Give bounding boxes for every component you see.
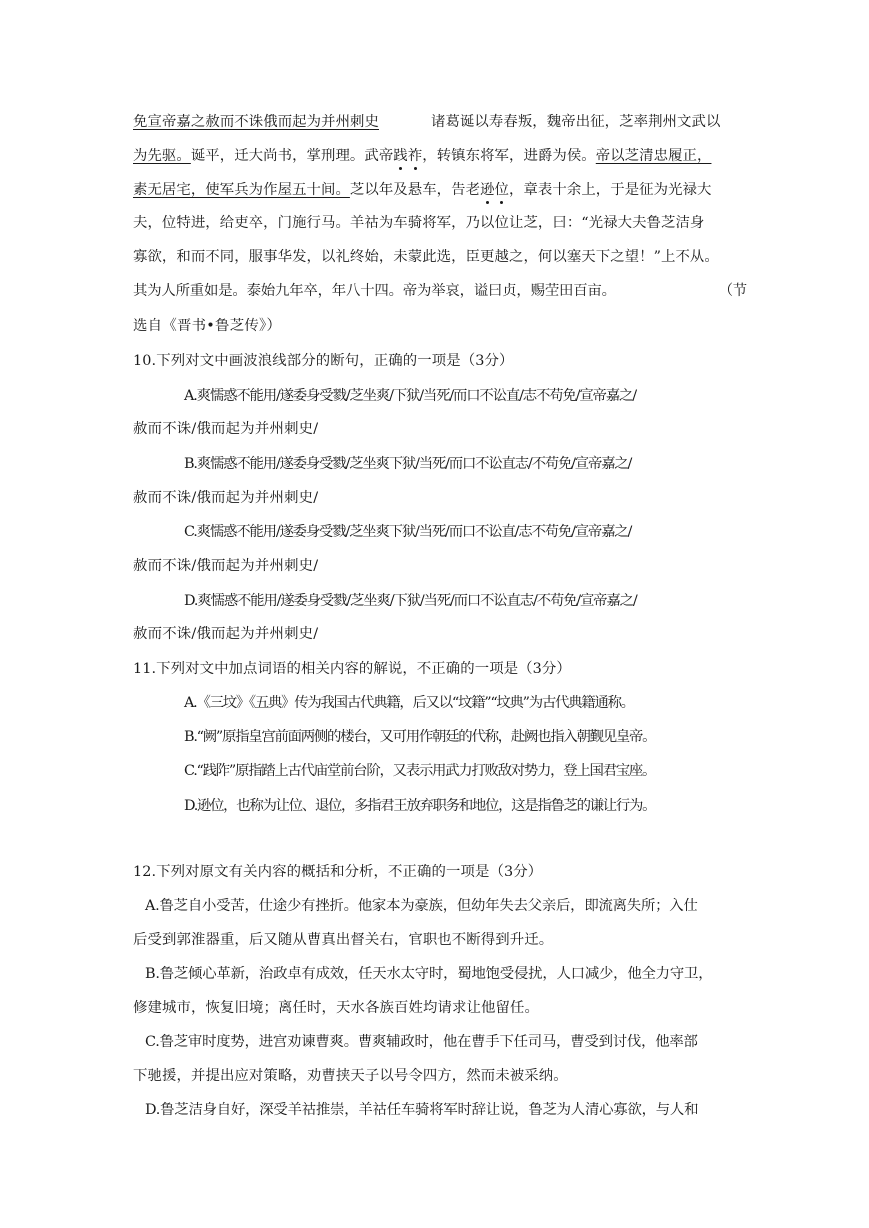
passage-text: ，章表十余上，于是征为光禄大 [509,182,712,198]
q10-option-a-cont: 赦而不诛/俄而起为并州刺史/ [133,421,319,437]
passage-line-2 [133,146,737,166]
source-note-open: （节 [718,283,747,299]
q12-option-b-cont: 修建城市，恢复旧境；离任时，天水各族百姓均请求让他留任。 [133,1000,540,1016]
passage-line-3 [133,180,737,200]
dotted-char: 逊 [480,182,495,198]
q10-option-b-cont: 赦而不诛/俄而起为并州刺史/ [133,490,319,506]
passage-line-1 [133,112,737,132]
q12-option-a-cont: 后受到郭淮器重，后又随从曹真出督关右，官职也不断得到升迁。 [133,932,554,948]
passage-line-4: 夫，位特进，给吏卒，门施行马。羊祜为车骑将军，乃以位让芝，曰：“光禄大夫鲁芝洁身 [133,215,705,231]
passage-text: 诞平，迁大尚书，掌刑理。武帝 [190,148,394,164]
q10-option-d: D.爽懦惑不能用/遂委身受戮/芝坐爽/下狱/当死/而口不讼直志/不苟免/宣帝嘉之/ [184,593,637,609]
passage-line-6 [133,281,747,301]
passage-line-5: 寡欲，和而不同，服事华发，以礼终始，未蒙此选，臣更越之，何以塞天下之望！”上不从。 [133,249,719,265]
wavy-underlined-sentence: 免宣帝嘉之赦而不诛俄而起为并州刺史 [133,114,380,130]
q11-option-b: B.“阙”原指皇宫前面两侧的楼台，又可用作朝廷的代称，赴阙也指入朝觐见皇帝。 [184,729,656,745]
q12-option-b: B.鲁芝倾心革新，治政卓有成效，任天水太守时，蜀地饱受侵扰，人口减少，他全力守卫， [145,966,713,982]
q11-option-c: C.“践阼”原指踏上古代庙堂前台阶，又表示用武力打败敌对势力，登上国君宝座。 [184,763,656,779]
underlined-sentence: 素无居宅，使军兵为作屋五十间。 [133,182,350,198]
dotted-char: 祚 [407,148,423,164]
q10-stem: 10.下列对文中画波浪线部分的断句，正确的一项是（3分） [133,353,514,369]
passage-text: 芝以年及悬车，告老 [349,182,481,198]
q12-option-a: A.鲁芝自小受苦，仕途少有挫折。他家本为豪族，但幼年失去父亲后，即流离失所；入仕 [145,898,698,914]
passage-text: 诸葛诞以寿春叛，魏帝出征，芝率荆州文武以 [431,114,721,130]
dotted-char: 践 [393,148,408,164]
dotted-char: 位 [494,182,510,198]
q11-option-a: A.《三坟》《五典》传为我国古代典籍，后又以“坟籍”“坟典”为古代典籍通称。 [184,695,634,711]
passage-text: ，转镇东将军，进爵为侯。 [422,148,596,164]
q12-option-d: D.鲁芝洁身自好，深受羊祜推崇，羊祜任车骑将军时辞让说，鲁芝为人清心寡欲，与人和 [145,1102,699,1118]
q12-option-c-cont: 下驰援，并提出应对策略，劝曹挟天子以号令四方，然而未被采纳。 [133,1068,568,1084]
q10-option-c: C.爽懦惑不能用/遂委身受戮/芝坐爽下狱/当死/而口不讼直/志不苟免/宣帝嘉之/ [184,524,632,540]
passage-source: 选自《晋书•鲁芝传》） [133,318,282,334]
q11-option-d: D.逊位，也称为让位、退位，多指君王放弃职务和地位，这是指鲁芝的谦让行为。 [184,798,656,814]
q10-option-a: A.爽懦惑不能用/遂委身受戮/芝坐爽/下狱/当死/而口不讼直/志不苟免/宣帝嘉之/ [184,388,636,404]
q10-option-c-cont: 赦而不诛/俄而起为并州刺史/ [133,558,319,574]
q12-stem: 12.下列对原文有关内容的概括和分析，不正确的一项是（3分） [133,864,543,880]
q11-stem: 11.下列对文中加点词语的相关内容的解说，不正确的一项是（3分） [133,661,571,677]
underlined-phrase: 为先驱。 [133,148,191,164]
underlined-sentence: 帝以芝清忠履正， [595,148,712,164]
q10-option-b: B.爽懦惑不能用/遂委身受戮/芝坐爽下狱/当死/而口不讼直志/不苟免/宣帝嘉之/ [184,456,632,472]
q10-option-d-cont: 赦而不诛/俄而起为并州刺史/ [133,626,319,642]
q12-option-c: C.鲁芝审时度势，进宫劝谏曹爽。曹爽辅政时，他在曹手下任司马，曹受到讨伐，他率部 [145,1034,698,1050]
passage-text: 其为人所重如是。泰始九年卒，年八十四。帝为举哀，谥曰贞，赐茔田百亩。 [133,283,616,299]
